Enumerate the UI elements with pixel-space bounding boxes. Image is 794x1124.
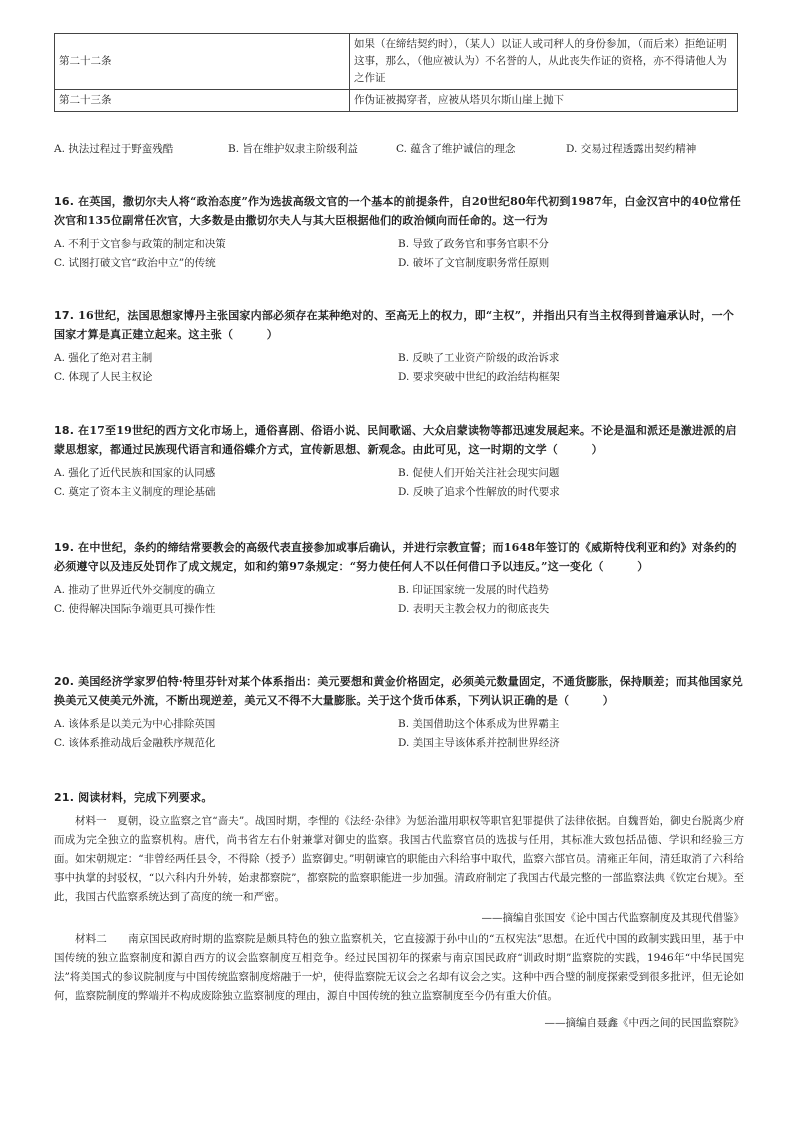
option-d: D. 美国主导该体系并控制世界经济 [398, 737, 560, 749]
question-stem: 18. 在17至19世纪的西方文化市场上，通俗喜剧、俗语小说、民间歌谣、大众启蒙读物等都迅速发展起来。不论是温和派还是激进派的启蒙思想家，都通过民族现代语言和通俗蝶介方式，宣传新思想、新观念。由此可见，这一时期的文学（ ） [54, 424, 737, 456]
question-16 [54, 192, 744, 274]
material-one: 材料一 夏朝，设立监察之官“啬夫”。战国时期，李悝的《法经·杂律》为惩治滥用职权等职官犯罪提供了法律依据。自魏晋始，御史台脱离少府而成为完全独立的监察机构。唐代，尚书省左右仆射兼掌对御史的监察。我国古代监察官员的选拔与任用，其标准大致包括品德、学识和经验三方面。如宋朝规定：“非曾经两任县令，不得除（授予）监察御史。”明朝谏官的职能由六科给事中取代，监察六部官员。清雍正年间，清廷取消了六科给事中执掌的封驳权，“以六科内升外转，始隶都察院”，都察院的监察职能进一步加强。清政府制定了我国古代最完整的一部监察法典《钦定台规》。至此，我国古代监察系统达到了高度的统一和严密。 [54, 815, 744, 903]
material-two: 材料二 南京国民政府时期的监察院是颇具特色的独立监察机关，它直接源于孙中山的“五权宪法”思想。在近代中国的政制实践田里，基于中国传统的独立监察制度和源自西方的议会监察制度互相竞争。经过民国初年的探索与南京国民政府“训政时期”监察院的实践，1946年“中华民国宪法”将美国式的参议院制度与中国传统监察制度熔融于一炉，使得监察院无议会之名却有议会之实。这种中西合璧的制度探索受到很多批评，但无论如何，监察院制度的弊端并不构成废除独立监察制度的理由，源自中国传统的独立监察制度至今仍有重大价值。 [54, 933, 744, 1002]
options [54, 350, 744, 388]
question-19 [54, 538, 744, 620]
q15-option-c: C. 蕴含了维护诚信的理念 [396, 143, 516, 155]
option-c: C. 试图打破文官“政治中立”的传统 [54, 257, 216, 269]
material-one-source: ——摘编自张国安《论中国古代监察制度及其现代借鉴》 [481, 912, 744, 924]
option-c: C. 奠定了资本主义制度的理论基础 [54, 486, 216, 498]
article-content-cell: 如果（在缔结契约时），（某人）以证人或司秤人的身份参加，（而后来）拒绝证明这事，那么，（他应被认为）不名誉的人，从此丧失作证的资格，亦不得请他人为之作证 [350, 34, 738, 90]
option-a: A. 强化了近代民族和国家的认同感 [54, 467, 216, 479]
article-content-cell: 作伪证被揭穿者，应被从塔贝尔斯山崖上抛下 [350, 90, 738, 112]
options [54, 236, 744, 274]
option-c: C. 使得解决国际争端更具可操作性 [54, 603, 216, 615]
option-b: B. 导致了政务官和事务官职不分 [398, 238, 549, 250]
question-stem: 20. 美国经济学家罗伯特·特里芬针对某个体系指出：美元要想和黄金价格固定，必须美元数量固定，不通货膨胀，保持顺差；而其他国家兑换美元又使美元外流，不断出现逆差，美元又不得不大量膨胀。关于这个货币体系，下列认识正确的是（ ） [54, 675, 743, 707]
option-b: B. 印证国家统一发展的时代趋势 [398, 584, 549, 596]
article-number-cell: 第二十二条 [55, 34, 350, 90]
article-number-cell: 第二十三条 [55, 90, 350, 112]
option-d: D. 表明天主教会权力的彻底丧失 [398, 603, 550, 615]
question-21 [54, 788, 744, 1033]
q15-option-a: A. 执法过程过于野蛮残酷 [54, 143, 174, 155]
option-b: B. 反映了工业资产阶级的政治诉求 [398, 352, 560, 364]
question-stem: 17. 16世纪，法国思想家博丹主张国家内部必须存在某种绝对的、至高无上的权力，即“主权”，并指出只有当主权得到普遍承认时，一个国家才算是真正建立起来。这主张（ ） [54, 309, 735, 341]
option-a: A. 强化了绝对君主制 [54, 352, 153, 364]
question-stem: 21. 阅读材料，完成下列要求。 [54, 791, 213, 804]
question-stem: 16. 在英国，撒切尔夫人将“政治态度”作为选拔高级文官的一个基本的前提条件，自20世纪80年代初到1987年，白金汉宫中的40位常任次官和135位副常任次官，大多数是由撒切尔夫人与其大臣根据他们的政治倾向而任命的。这一行为 [54, 195, 741, 227]
table-row [55, 34, 738, 90]
question-stem: 19. 在中世纪，条约的缔结常要教会的高级代表直接参加或事后确认，并进行宗教宣誓；而1648年签订的《威斯特伐利亚和约》对条约的必须遵守以及违反处罚作了成文规定，如和约第97条规定：“努力使任何人不以任何借口予以违反。”这一变化（ ） [54, 541, 737, 573]
option-a: A. 该体系是以美元为中心排除英国 [54, 718, 216, 730]
options [54, 582, 744, 620]
option-d: D. 反映了追求个性解放的时代要求 [398, 486, 560, 498]
options [54, 465, 744, 503]
q15-options [54, 141, 754, 157]
options [54, 716, 744, 754]
table-row [55, 90, 738, 112]
question-20 [54, 672, 744, 754]
option-c: C. 体现了人民主权论 [54, 371, 153, 383]
q15-option-b: B. 旨在维护奴隶主阶级利益 [228, 143, 358, 155]
q15-option-d: D. 交易过程透露出契约精神 [566, 143, 697, 155]
option-a: A. 不利于文官参与政策的制定和决策 [54, 238, 226, 250]
option-b: B. 促使人们开始关注社会现实问题 [398, 467, 560, 479]
question-18 [54, 421, 744, 503]
material-two-source: ——摘编自聂鑫《中西之间的民国监察院》 [544, 1017, 744, 1029]
option-d: D. 破坏了文官制度职务常任原则 [398, 257, 550, 269]
law-articles-table [54, 33, 738, 112]
question-17 [54, 306, 744, 388]
option-c: C. 该体系推动战后金融秩序规范化 [54, 737, 216, 749]
option-b: B. 美国借助这个体系成为世界霸主 [398, 718, 560, 730]
option-d: D. 要求突破中世纪的政治结构框架 [398, 371, 560, 383]
option-a: A. 推动了世界近代外交制度的确立 [54, 584, 216, 596]
